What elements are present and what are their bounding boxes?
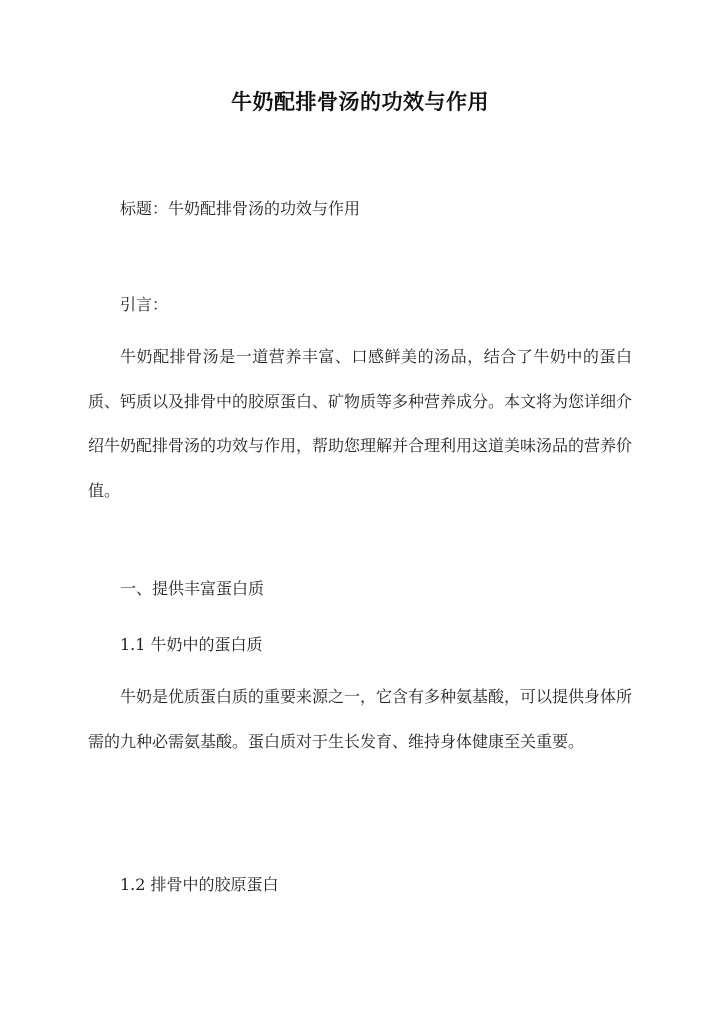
subject-line: 标题：牛奶配排骨汤的功效与作用 bbox=[120, 199, 361, 218]
paragraph-1-1: 牛奶是优质蛋白质的重要来源之一，它含有多种氨基酸，可以提供身体所需的九种必需氨基酸。蛋白质对于生长发育、维持身体健康至关重要。 bbox=[88, 687, 633, 751]
document-title: 牛奶配排骨汤的功效与作用 bbox=[231, 89, 489, 114]
intro-heading: 引言： bbox=[120, 295, 169, 314]
section-1-heading: 一、提供丰富蛋白质 bbox=[120, 579, 265, 598]
subsection-1-1-heading: 1.1 牛奶中的蛋白质 bbox=[120, 635, 263, 654]
intro-paragraph: 牛奶配排骨汤是一道营养丰富、口感鲜美的汤品，结合了牛奶中的蛋白质、钙质以及排骨中的胶原蛋白、矿物质等多种营养成分。本文将为您详细介绍牛奶配排骨汤的功效与作用，帮助您理解并合理利用这道美味汤品的营养价值。 bbox=[88, 347, 633, 500]
subsection-1-2-heading: 1.2 排骨中的胶原蛋白 bbox=[120, 875, 279, 894]
